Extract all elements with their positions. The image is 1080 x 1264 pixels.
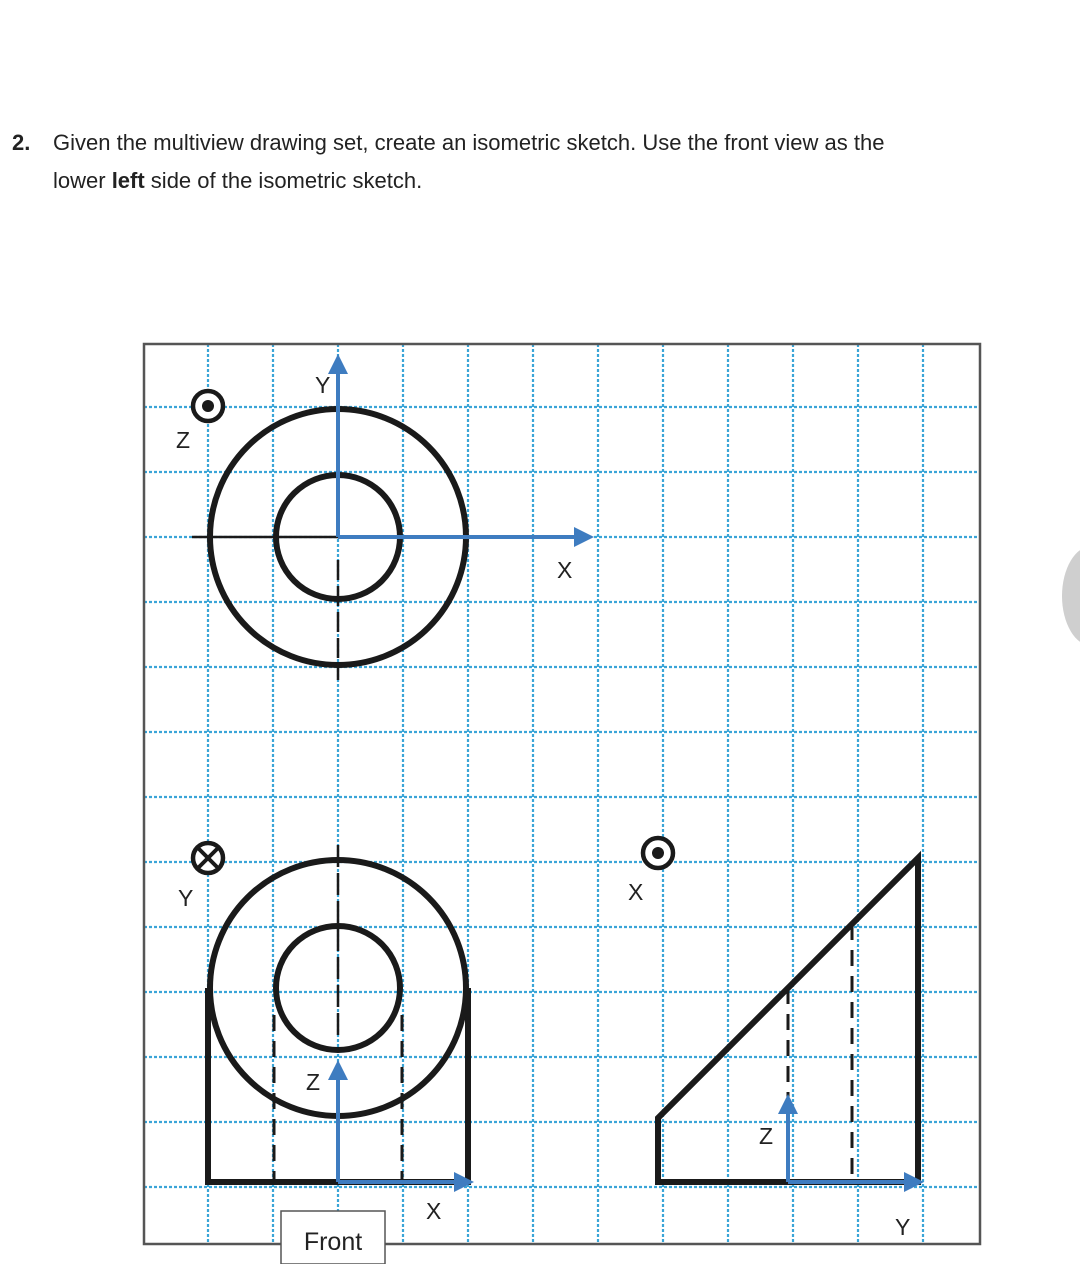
side-x-label: X (628, 879, 644, 905)
top-y-label: Y (315, 372, 331, 398)
question-line-1: Given the multiview drawing set, create an isometric sketch. Use the front view as the (53, 130, 885, 155)
question-line-2-end: side of the isometric sketch. (144, 168, 423, 193)
top-z-label: Z (176, 427, 191, 453)
side-z-label: Z (759, 1123, 774, 1149)
into-page-icon (193, 843, 223, 873)
side-y-label: Y (895, 1214, 911, 1240)
out-of-page-icon (193, 391, 223, 421)
out-of-page-icon (643, 838, 673, 868)
front-label: Front (303, 1228, 363, 1256)
grid-paper (144, 344, 980, 1244)
question-line-2-start: lower (53, 168, 112, 193)
front-y-label: Y (178, 885, 194, 911)
top-x-label: X (557, 557, 573, 583)
front-x-label: X (426, 1198, 442, 1224)
question-number: 2. (12, 130, 31, 155)
question-line-2-bold: left (111, 168, 145, 193)
front-z-label: Z (306, 1069, 321, 1095)
